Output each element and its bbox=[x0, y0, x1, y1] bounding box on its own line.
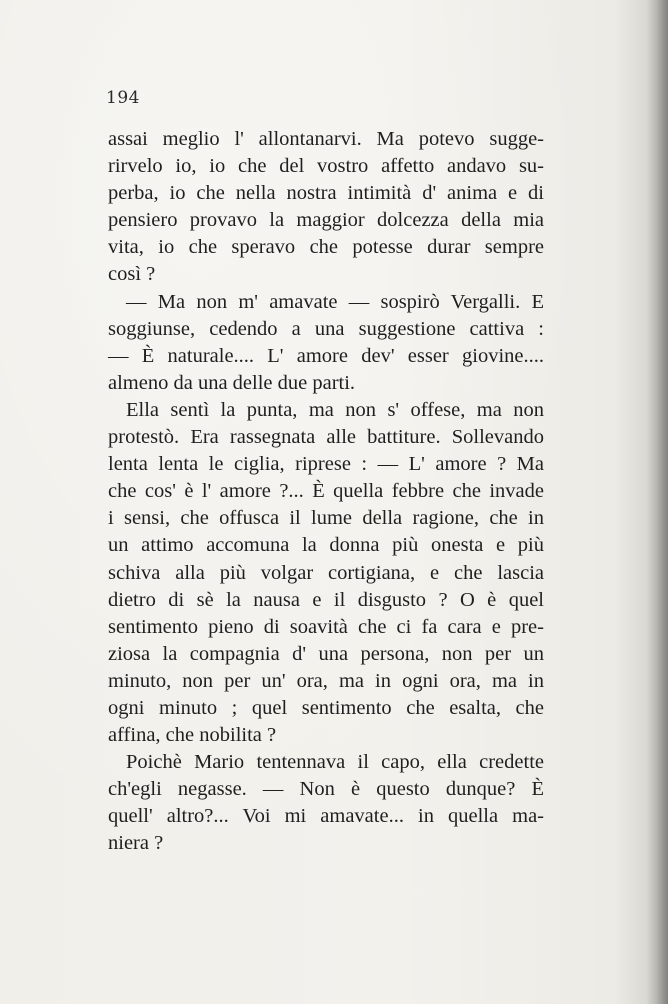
text-line: soggiunse, cedendo a una suggestione cattiva : bbox=[108, 317, 544, 340]
body-text bbox=[108, 126, 544, 858]
text-line: perba, io che nella nostra intimità d' anima e di bbox=[108, 182, 544, 205]
text-line: schiva alla più volgar cortigiana, e che lascia bbox=[108, 561, 544, 584]
text-line: rirvelo io, io che del vostro affetto andavo su- bbox=[108, 155, 544, 178]
text-line: affina, che nobilita ? bbox=[108, 724, 277, 747]
text-line: che cos' è l' amore ?... È quella febbre che invade bbox=[108, 480, 544, 503]
text-line: — Ma non m' amavate — sospirò Vergalli. E bbox=[126, 290, 544, 313]
text-line: niera ? bbox=[108, 832, 164, 855]
text-line: ziosa la compagnia d' una persona, non per un bbox=[108, 642, 544, 665]
text-line: un attimo accomuna la donna più onesta e più bbox=[108, 534, 544, 557]
text-line: protestò. Era rassegnata alle battiture. Sollevando bbox=[108, 426, 544, 449]
text-line: Poichè Mario tentennava il capo, ella credette bbox=[126, 751, 544, 774]
text-line: vita, io che speravo che potesse durar sempre bbox=[108, 236, 544, 259]
text-line: sentimento pieno di soavità che ci fa cara e pre- bbox=[108, 615, 544, 638]
text-line: lenta lenta le ciglia, riprese : — L' amore ? Ma bbox=[108, 453, 544, 476]
text-line: i sensi, che offusca il lume della ragione, che in bbox=[108, 507, 544, 530]
text-line: dietro di sè la nausa e il disgusto ? O è quel bbox=[108, 588, 544, 611]
text-line: ch'egli negasse. — Non è questo dunque? È bbox=[108, 778, 544, 801]
text-line: così ? bbox=[108, 263, 156, 286]
text-line: — È naturale.... L' amore dev' esser giovine.... bbox=[108, 344, 544, 367]
text-line: minuto, non per un' ora, ma in ogni ora, ma in bbox=[108, 669, 544, 692]
text-line: assai meglio l' allontanarvi. Ma potevo sugge- bbox=[108, 128, 544, 150]
text-line: Ella sentì la punta, ma non s' offese, ma non bbox=[126, 398, 544, 421]
page-number: 194 bbox=[106, 88, 140, 108]
text-line: quell' altro?... Voi mi amavate... in quella ma- bbox=[108, 805, 544, 828]
binding-shadow bbox=[646, 0, 668, 1004]
text-line: pensiero provavo la maggior dolcezza della mia bbox=[108, 209, 544, 232]
text-line: ogni minuto ; quel sentimento che esalta, che bbox=[108, 696, 544, 719]
text-line: almeno da una delle due parti. bbox=[108, 371, 356, 394]
